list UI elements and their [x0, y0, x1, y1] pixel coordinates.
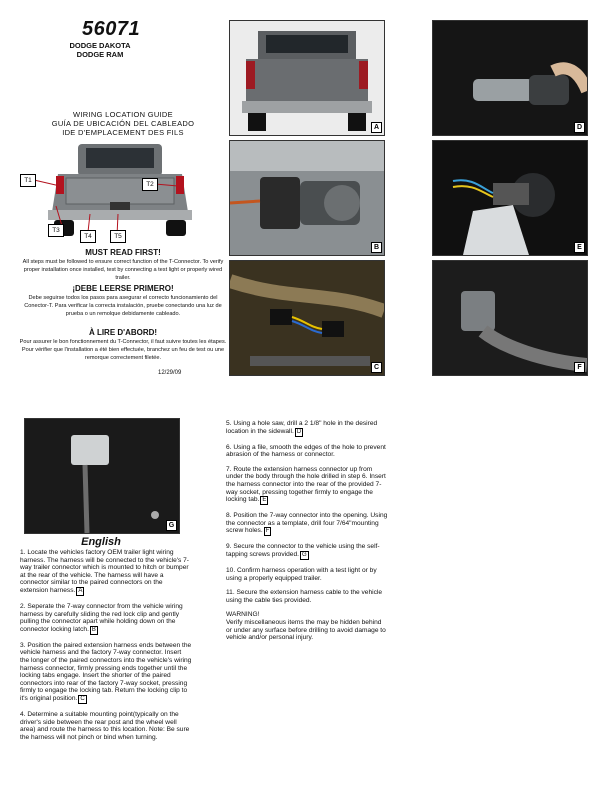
photo-e-harness-into-socket: [432, 140, 588, 256]
photo-ref: B: [91, 626, 96, 633]
language-heading: English: [81, 536, 121, 548]
photo-d-hole-saw: [432, 20, 588, 136]
instruction-step: [226, 420, 388, 437]
photo-ref: F: [265, 528, 270, 535]
steps-left-column: [20, 549, 192, 748]
photo-ref: D: [296, 428, 302, 435]
callout-t2: T2: [142, 178, 158, 191]
instruction-step: [226, 567, 388, 582]
step-text: 4. Determine a suitable mounting point(typically on the driver's side between the rear post and the wheel well area) and route the harness to this location. Note: Be sure the harness will not pinch or bind when turning.: [20, 710, 190, 741]
step-text: 6. Using a file, smooth the edges of the hole to prevent abrasion of the harness or connector.: [226, 443, 386, 459]
warning-text: Verify miscellaneous items the may be hidden behind or under any surface before drilling to avoid damage to vehicle and/or personal injury.: [226, 618, 386, 642]
photo-label-g: G: [166, 520, 177, 531]
photo-ref: E: [262, 497, 267, 504]
photo-label-b: B: [371, 242, 382, 253]
instruction-step: [226, 512, 388, 536]
callout-t3: T3: [48, 224, 64, 237]
document-date: 12/29/09: [158, 370, 182, 376]
photo-a-truck-rear: [229, 20, 385, 136]
instruction-step: [20, 711, 192, 741]
instruction-step: [20, 549, 192, 596]
photo-g-secured-connector: [24, 418, 180, 534]
guide-title-fr: IDE D'EMPLACEMENT DES FILS: [62, 128, 184, 137]
notice-text-fr: Pour assurer le bon fonctionnement du T-Connector, il faut suivre toutes les étapes. Pour vérifier que l'installation a été bien effectuée, branchez un feu de test ou une remorque correctement filetée.: [19, 339, 227, 361]
step-text: 9. Secure the connector to the vehicle using the self-tapping screws provided.: [226, 543, 380, 558]
step-text: 3. Position the paired extension harness ends between the vehicle harness and the factory 7-way connector. Insert the longer of the paired connectors into the vehicle's wiring harness connector, firmly pressing ends together until the locking tabs engage. Insert the shorter of the paired connectors into rear of the factory 7-way socket, pressing firmly to engage the locking tab. Return the locking clip to it's original position.: [20, 641, 192, 702]
photo-f-connector-mounted: [432, 260, 588, 376]
instruction-step: [226, 543, 388, 560]
instruction-step: [20, 603, 192, 635]
instruction-step: [226, 466, 388, 505]
vehicle-model: DODGE DAKOTA: [69, 41, 131, 50]
guide-title-en: WIRING LOCATION GUIDE: [73, 110, 173, 119]
photo-label-c: C: [371, 362, 382, 373]
notice-text-es: Debe seguirse todos los pasos para asegurar el correcto funcionamiento del Conector-T. Para verificar la correcta instalación, pruebe conectando una luz de prueba o un remolque debidamente cableado.: [24, 295, 222, 317]
callout-t1: T1: [20, 174, 36, 187]
notice-title-en: MUST READ FIRST!: [85, 248, 161, 257]
warning-block: [226, 611, 388, 641]
guide-title-es: GUÍA DE UBICACIÓN DEL CABLEADO: [51, 119, 195, 128]
instruction-step: [226, 589, 388, 604]
step-text: 5. Using a hole saw, drill a 2 1/8" hole in the desired location in the sidewall.: [226, 420, 378, 435]
step-text: 7. Route the extension harness connector up from under the body through the hole drilled in step 6. Insert the harness connector into the rear of the provided 7-way socket, pressing together firmly to engage the locking tab.: [226, 465, 386, 504]
warning-title: WARNING!: [226, 611, 260, 619]
photo-c-harness-connected: [229, 260, 385, 376]
step-text: 10. Confirm harness operation with a test light or by using a properly equipped trailer.: [226, 566, 377, 582]
photo-label-a: A: [371, 122, 382, 133]
photo-label-d: D: [574, 122, 585, 133]
truck-wiring-diagram: [20, 140, 220, 244]
notice-title-es: ¡DEBE LEERSE PRIMERO!: [72, 284, 174, 293]
callout-t4: T4: [80, 230, 96, 243]
steps-right-column: [226, 420, 388, 642]
photo-ref: G: [301, 551, 307, 558]
notice-title-fr: À LIRE D'ABORD!: [88, 328, 158, 337]
photo-ref: A: [78, 587, 83, 594]
photo-ref: C: [80, 695, 85, 702]
step-text: 1. Locate the vehicles factory OEM trailer light wiring harness. The harness will be connected to the vehicle's 7-way trailer connector which is mounted to hitch or bumper at the rear of the vehicle. The harness will have a connector similar to the paired connectors on the extension harness.: [20, 549, 190, 594]
step-text: 8. Position the 7-way connector into the opening. Using the connector as a template, drill four 7/64"mounting screw holes.: [226, 512, 388, 535]
vehicle-model: DODGE RAM: [76, 50, 124, 59]
notice-text-en: All steps must be followed to ensure correct function of the T-Connector. To verify proper installation once installed, test by connecting a test light or properly wired trailer.: [22, 259, 224, 281]
instruction-step: [20, 642, 192, 704]
part-number: 56071: [82, 18, 141, 40]
photo-label-f: F: [574, 362, 585, 373]
photo-b-connector-separation: [229, 140, 385, 256]
callout-t5: T5: [110, 230, 126, 243]
step-text: 2. Seperate the 7-way connector from the vehicle wiring harness by carefully sliding the red lock clip and gently pulling the connector apart while holding down on the connector locking latch.: [20, 602, 183, 633]
step-text: 11. Secure the extension harness cable to the vehicle using the cable ties provided.: [226, 589, 383, 604]
instruction-step: [226, 444, 388, 459]
photo-label-e: E: [574, 242, 585, 253]
